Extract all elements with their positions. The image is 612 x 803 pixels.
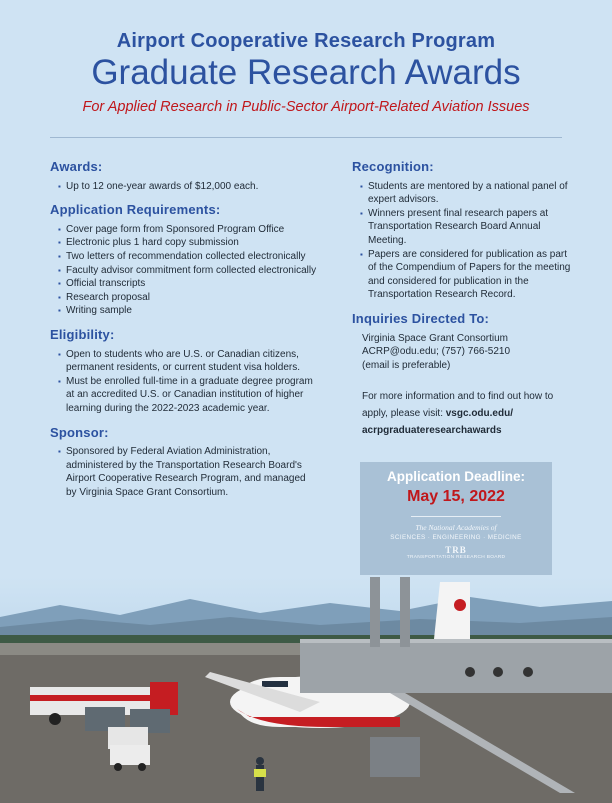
list-item: ▪ Must be enrolled full-time in a graduate degree program at an accredited U.S. or Canadian institution of higher learning during the 2022-2023 academic year. — [58, 375, 318, 416]
contact-org: Virginia Space Grant Consortium — [362, 332, 508, 344]
recognition-list — [360, 180, 574, 302]
airport-scene-illustration — [0, 577, 612, 803]
more-info — [352, 388, 574, 439]
contact-email-phone: ACRP@odu.edu; (757) 766-5210 — [362, 346, 511, 358]
deadline-box — [360, 462, 552, 575]
contact-note: (email is preferable) — [362, 359, 451, 371]
list-item: ▪ Faculty advisor commitment form collected electronically — [58, 264, 318, 278]
list-item: ▪ Winners present final research papers at Transportation Research Board Annual Meeting. — [360, 207, 574, 248]
list-item: ▪ Electronic plus 1 hard copy submission — [58, 236, 318, 250]
page-subtitle: For Applied Research in Public-Sector Airport-Related Aviation Issues — [82, 99, 530, 115]
list-item: ▪ Research proposal — [58, 291, 318, 305]
list-item: ▪ Two letters of recommendation collected electronically — [58, 250, 318, 264]
deadline-date: May 15, 2022 — [407, 488, 505, 505]
eligibility-heading: Eligibility: — [50, 326, 115, 342]
trb-logo: TRB — [445, 545, 467, 555]
list-item: ▪ Official transcripts — [58, 277, 318, 291]
flyer-header — [0, 30, 612, 115]
list-item: ▪ Up to 12 one-year awards of $12,000 each. — [58, 180, 318, 194]
more-info-text: For more information and to find out how to apply, please visit: — [362, 391, 554, 420]
requirements-heading: Application Requirements: — [50, 202, 221, 218]
apply-link-continued[interactable]: acrpgraduateresearchawards — [362, 425, 502, 437]
right-column — [352, 160, 574, 439]
recognition-heading: Recognition: — [352, 159, 434, 174]
page-title: Graduate Research Awards — [91, 53, 521, 92]
left-column — [50, 160, 318, 509]
trb-logo-subtitle: TRANSPORTATION RESEARCH BOARD — [406, 555, 506, 560]
awards-heading: Awards: — [50, 159, 103, 174]
inquiries-heading: Inquiries Directed To: — [352, 310, 490, 326]
list-item: ▪ Papers are considered for publication as part of the Compendium of Papers for the meeting and considered for publication in the Transportation Research Record. — [360, 248, 574, 302]
list-item: ▪ Cover page form from Sponsored Program Office — [58, 223, 318, 237]
nas-logo-line1: The National Academies of — [415, 523, 497, 532]
header-divider — [50, 137, 562, 138]
deadline-label: Application Deadline: — [386, 469, 525, 484]
program-name: Airport Cooperative Research Program — [116, 30, 496, 52]
sponsor-heading: Sponsor: — [50, 424, 109, 440]
list-item: ▪ Sponsored by Federal Aviation Administration, administered by the Transportation Research Board's Airport Cooperative Research Program, and managed by Virginia Space Grant Consortium. — [58, 445, 318, 499]
awards-list — [58, 180, 318, 194]
requirements-list — [58, 223, 318, 318]
sponsor-list — [58, 445, 318, 499]
nas-logo-line2: SCIENCES · ENGINEERING · MEDICINE — [390, 534, 522, 541]
list-item: ▪ Writing sample — [58, 304, 318, 318]
airport-photo — [0, 577, 612, 803]
eligibility-list — [58, 348, 318, 416]
list-item: ▪ Open to students who are U.S. or Canadian citizens, permanent residents, or current student visa holders. — [58, 348, 318, 375]
deadline-divider — [411, 516, 501, 517]
apply-link[interactable]: vsgc.odu.edu/ — [445, 408, 513, 420]
list-item: ▪ Students are mentored by a national panel of expert advisors. — [360, 180, 574, 207]
inquiries-contact — [352, 332, 574, 373]
